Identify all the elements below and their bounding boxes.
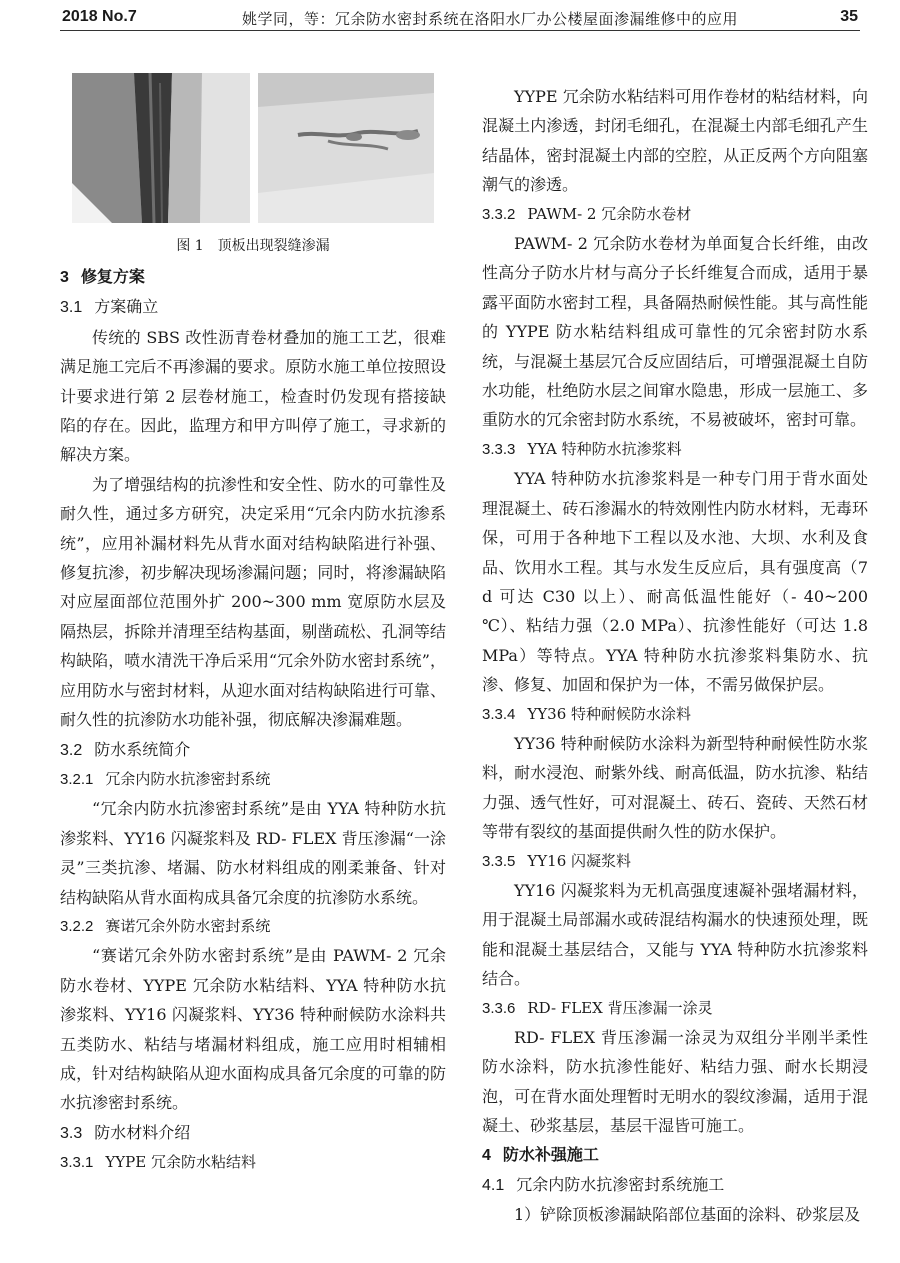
- paragraph: “冗余内防水抗渗密封系统”是由 YYA 特种防水抗渗浆料、YY16 闪凝浆料及 RD- FLEX 背压渗漏“一涂灵”三类抗渗、堵漏、防水材料组成的刚柔兼备、针对结构缺陷从背水面构成具备冗余度的抗渗防水系统。: [60, 799, 446, 907]
- page-number: 35: [840, 8, 858, 25]
- photo-ceiling-crack: [258, 73, 434, 223]
- running-header: [60, 6, 860, 31]
- subsection-heading: 4.1 冗余内防水抗渗密封系统施工: [482, 1175, 725, 1195]
- right-body: [482, 82, 868, 1230]
- subsubsection-heading: 3.3.2 PAWM- 2 冗余防水卷材: [482, 204, 692, 223]
- left-column: [60, 73, 446, 1178]
- section-heading: 4 防水补强施工: [482, 1146, 599, 1164]
- right-column: [482, 82, 868, 1230]
- paragraph: YYPE 冗余防水粘结料可用作卷材的粘结材料，向混凝土内渗透，封闭毛细孔，在混凝土内部毛细孔产生结晶体，密封混凝土内部的空腔，从正反两个方向阻塞潮气的渗透。: [482, 87, 868, 195]
- running-title: 姚学同，等：冗余防水密封系统在洛阳水厂办公楼屋面渗漏维修中的应用: [241, 10, 738, 28]
- paragraph: PAWM- 2 冗余防水卷材为单面复合长纤维，由改性高分子防水片材与高分子长纤维复合而成，适用于暴露平面防水密封工程，具备隔热耐候性能。其与高性能的 YYPE 防水粘结料组成可靠性的冗余密封防水系统，与混凝土基层冗合反应固结后，可增强混凝土自防水功能，杜绝防水层之间窜水隐患，形成一层施工、多重防水的冗余密封防水系统，不易被破坏，密封可靠。: [482, 234, 868, 430]
- subsubsection-heading: 3.2.2 赛诺冗余外防水密封系统: [60, 916, 271, 935]
- subsubsection-heading: 3.3.4 YY36 特种耐候防水涂料: [482, 704, 692, 723]
- paragraph: 为了增强结构的抗渗性和安全性、防水的可靠性及耐久性，通过多方研究，决定采用“冗余内防水抗渗系统”，应用补漏材料先从背水面对结构缺陷进行补强、修复抗渗，初步解决现场渗漏问题；同时，将渗漏缺陷对应屋面部位范围外扩 200~300 mm 宽原防水层及隔热层，拆除并清理至结构基面，剔凿疏松、孔洞等结构缺陷，喷水清洗干净后采用“冗余外防水密封系统”，应用防水与密封材料，从迎水面对结构缺陷进行可靠、耐久性的抗渗防水功能补强，彻底解决渗漏难题。: [60, 474, 446, 730]
- subsubsection-heading: 3.3.1 YYPE 冗余防水粘结料: [60, 1153, 256, 1172]
- photo-ceiling-corner: [72, 73, 250, 223]
- subsection-heading: 3.1 方案确立: [60, 297, 159, 317]
- journal-issue: 2018 No.7: [62, 8, 137, 25]
- paragraph: YYA 特种防水抗渗浆料是一种专门用于背水面处理混凝土、砖石渗漏水的特效刚性内防水材料，无毒环保，可用于各种地下工程以及水池、大坝、水利及食品、饮用水工程。其与水发生反应后，具有强度高（7 d 可达 C30 以上）、耐高低温性能好（- 40~200 ℃）、粘结力强（2.0 MPa）、抗渗性能好（可达 1.8 MPa）等特点。YYA 特种防水抗渗浆料集防水、抗渗、修复、加固和保护为一体，不需另做保护层。: [482, 469, 868, 695]
- paragraph: 1）铲除顶板渗漏缺陷部位基面的涂料、砂浆层及: [514, 1205, 861, 1225]
- paragraph: YY16 闪凝浆料为无机高强度速凝补强堵漏材料，用于混凝土局部漏水或砖混结构漏水的快速预处理，既能和混凝土基层结合，又能与 YYA 特种防水抗渗浆料结合。: [482, 880, 868, 989]
- figure-1: [60, 73, 446, 263]
- left-body: [60, 263, 446, 1178]
- subsubsection-heading: 3.3.3 YYA 特种防水抗渗浆料: [482, 439, 682, 458]
- subsubsection-heading: 3.3.5 YY16 闪凝浆料: [482, 851, 632, 870]
- figure-caption: 图 1 顶板出现裂缝渗漏: [176, 238, 330, 254]
- section-heading: 3 修复方案: [60, 269, 145, 286]
- paragraph: RD- FLEX 背压渗漏一涂灵为双组分半刚半柔性防水涂料，防水抗渗性能好、粘结力强、耐水长期浸泡，可在背水面处理暂时无明水的裂纹渗漏，适用于混凝土、砂浆基层，基层干湿皆可施工。: [482, 1028, 868, 1136]
- paragraph: 传统的 SBS 改性沥青卷材叠加的施工工艺，很难满足施工完后不再渗漏的要求。原防水施工单位按照设计要求进行第 2 层卷材施工，检查时仍发现有搭接缺陷的存在。因此，监理方和甲方叫停了施工，寻求新的解决方案。: [60, 327, 446, 465]
- subsubsection-heading: 3.2.1 冗余内防水抗渗密封系统: [60, 769, 271, 788]
- paragraph: YY36 特种耐候防水涂料为新型特种耐候性防水浆料，耐水浸泡、耐紫外线、耐高低温，防水抗渗、粘结力强、透气性好，可对混凝土、砖石、瓷砖、天然石材等带有裂纹的基面提供耐久性的防水保护。: [482, 733, 868, 842]
- subsection-heading: 3.3 防水材料介绍: [60, 1122, 191, 1142]
- subsubsection-heading: 3.3.6 RD- FLEX 背压渗漏一涂灵: [482, 998, 713, 1017]
- paragraph: “赛诺冗余外防水密封系统”是由 PAWM- 2 冗余防水卷材、YYPE 冗余防水粘结料、YYA 特种防水抗渗浆料、YY16 闪凝浆料、YY36 特种耐候防水涂料共五类防水、粘结与堵漏材料组成，施工应用时相辅相成，针对结构缺陷从迎水面构成具备冗余度的可靠的防水抗渗密封系统。: [60, 946, 446, 1113]
- subsection-heading: 3.2 防水系统简介: [60, 739, 191, 759]
